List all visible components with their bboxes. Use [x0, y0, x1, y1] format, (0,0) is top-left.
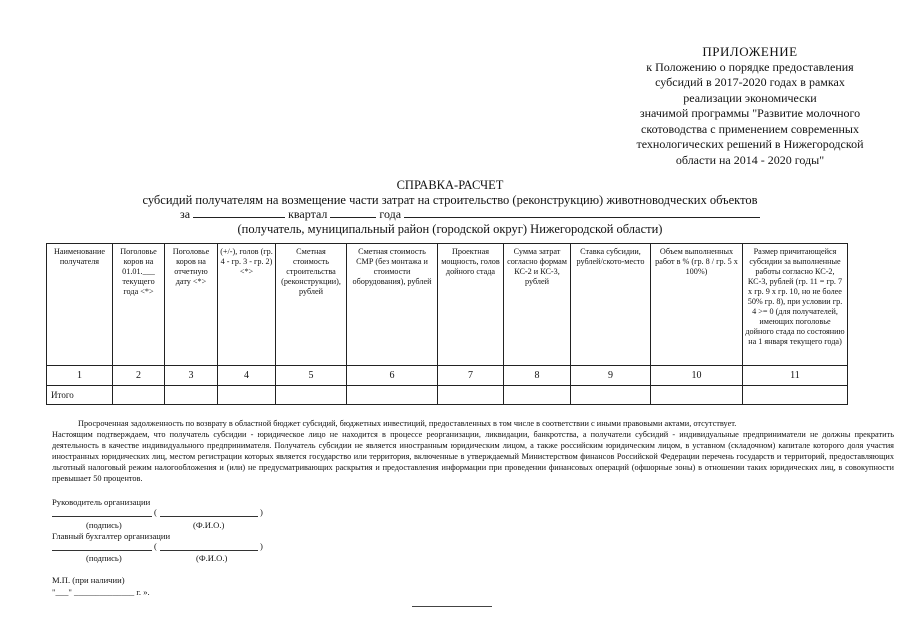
appendix-line: технологических решений в Нижегородской: [636, 137, 864, 151]
document-heading: [140, 178, 760, 208]
column-number: 8: [504, 366, 571, 386]
accountant-label: Главный бухгалтер организации: [52, 531, 171, 541]
footnote-divider: [412, 606, 492, 607]
table-header-cell: Размер причитающейся субсидии за выполненные работы согласно КС-2, КС-3, рублей (гр. 11 = гр. 7 x гр. 9 x гр. 10, но не более 50% гр. 8), при условии гр. 4 >= 0 (для получателей, имеющих поголовье дойного стада по состоянию на 1 января текущего года): [743, 244, 848, 366]
table-cell[interactable]: [504, 386, 571, 405]
table-header-cell: Сметная стоимость строительства (реконструкции), рублей: [276, 244, 347, 366]
table-header-cell: Поголовье коров на 01.01.___ текущего года <*>: [113, 244, 165, 366]
column-number: 9: [571, 366, 651, 386]
table-cell[interactable]: [571, 386, 651, 405]
declaration-paragraph: Настоящим подтверждаем, что получатель субсидии - юридическое лицо не находится в процессе реорганизации, ликвидации, банкротства, а получатели субсидий - индивидуальные предприниматели не должны прекратить деятельность в качестве индивидуального предпринимателя. Получатель субсидии не является иностранным юридическим лицом, а также российским юридическим лицом, в уставном (складочном) капитале которого доля участия иностранных юридических лиц, местом регистрации которых является государство или территория, включенные в утверждаемый Министерством финансов Российской Федерации перечень государств и территорий, предоставляющих льготный налоговый режим налогообложения и (или) не предусматривающих раскрытия и предоставления информации при проведении финансовых операций (офшорные зоны) в отношении таких юридических лиц, в совокупности превышает 50 процентов.: [52, 430, 894, 483]
period-quarter-label: квартал: [288, 207, 328, 221]
table-number-row: [47, 366, 848, 386]
appendix-line: скотоводства с применением современных: [641, 121, 859, 136]
open-paren: (: [154, 541, 157, 551]
period-prefix: за: [180, 207, 191, 221]
signature-caption: (подпись): [86, 553, 122, 563]
column-number: 11: [743, 366, 848, 386]
accountant-name-line[interactable]: [160, 550, 258, 551]
document-title: СПРАВКА-РАСЧЕТ: [396, 178, 504, 192]
date-line[interactable]: "___" ______________ г. ».: [52, 587, 150, 597]
name-caption: (Ф.И.О.): [196, 553, 228, 563]
appendix-title: ПРИЛОЖЕНИЕ: [702, 44, 798, 59]
signature-caption: (подпись): [86, 520, 122, 530]
table-cell[interactable]: [438, 386, 504, 405]
table-header-row: [47, 244, 848, 366]
appendix-line: субсидий в 2017-2020 годах в рамках: [655, 75, 845, 89]
column-number: 1: [47, 366, 113, 386]
stamp-label: М.П. (при наличии): [52, 575, 125, 585]
open-paren: (: [154, 507, 157, 517]
close-paren: ): [260, 507, 263, 517]
name-caption: (Ф.И.О.): [193, 520, 225, 530]
table-cell[interactable]: [743, 386, 848, 405]
year-blank[interactable]: [330, 206, 376, 218]
appendix-line: к Положению о порядке предоставления: [646, 59, 854, 74]
column-number: 2: [113, 366, 165, 386]
table-cell[interactable]: [347, 386, 438, 405]
table-header-cell: Сметная стоимость СМР (без монтажа и стоимости оборудования), рублей: [347, 244, 438, 366]
column-number: 6: [347, 366, 438, 386]
table-header-cell: (+/-), голов (гр. 4 - гр. 3 - гр. 2) <*>: [218, 244, 276, 366]
accountant-signature-line[interactable]: [52, 550, 152, 551]
column-number: 5: [276, 366, 347, 386]
table-header-cell: Проектная мощность, голов дойного стада: [438, 244, 504, 366]
head-name-line[interactable]: [160, 516, 258, 517]
declaration-text: [52, 418, 894, 484]
table-cell[interactable]: [276, 386, 347, 405]
column-number: 10: [651, 366, 743, 386]
table-cell[interactable]: [165, 386, 218, 405]
column-number: 7: [438, 366, 504, 386]
table-header-cell: Сумма затрат согласно формам КС-2 и КС-3, рублей: [504, 244, 571, 366]
recipient-caption: (получатель, муниципальный район (городской округ) Нижегородской области): [237, 222, 663, 236]
table-cell[interactable]: [651, 386, 743, 405]
column-number: 4: [218, 366, 276, 386]
appendix-block: [600, 44, 900, 168]
declaration-paragraph: Просроченная задолженность по возврату в областной бюджет субсидий, бюджетных инвестиций, предоставленных в том числе в соответствии с иными правовыми актами, отсутствует.: [78, 419, 737, 428]
appendix-line: реализации экономически: [683, 90, 817, 105]
quarter-blank[interactable]: [193, 206, 285, 218]
table-cell[interactable]: [218, 386, 276, 405]
period-year-label: года: [379, 207, 402, 221]
table-header-cell: Ставка субсидии, рублей/ското-место: [571, 244, 651, 366]
head-signature-line[interactable]: [52, 516, 152, 517]
appendix-line: значимой программы "Развитие молочного: [639, 106, 861, 120]
column-number: 3: [165, 366, 218, 386]
close-paren: ): [260, 541, 263, 551]
calculation-table: [46, 243, 848, 405]
head-label: Руководитель организации: [52, 497, 151, 507]
table-total-row: [47, 386, 848, 405]
table-header-cell: Объем выполненных работ в % (гр. 8 / гр. 5 x 100%): [651, 244, 743, 366]
period-line: [180, 206, 780, 222]
table-header-cell: Наименование получателя: [47, 244, 113, 366]
recipient-blank[interactable]: [404, 206, 760, 218]
document-subtitle: субсидий получателям на возмещение части затрат на строительство (реконструкцию) животноводческих объектов: [142, 193, 758, 207]
total-label: Итого: [47, 386, 113, 405]
table-cell[interactable]: [113, 386, 165, 405]
appendix-line: области на 2014 - 2020 годы": [675, 152, 825, 167]
table-header-cell: Поголовье коров на отчетную дату <*>: [165, 244, 218, 366]
